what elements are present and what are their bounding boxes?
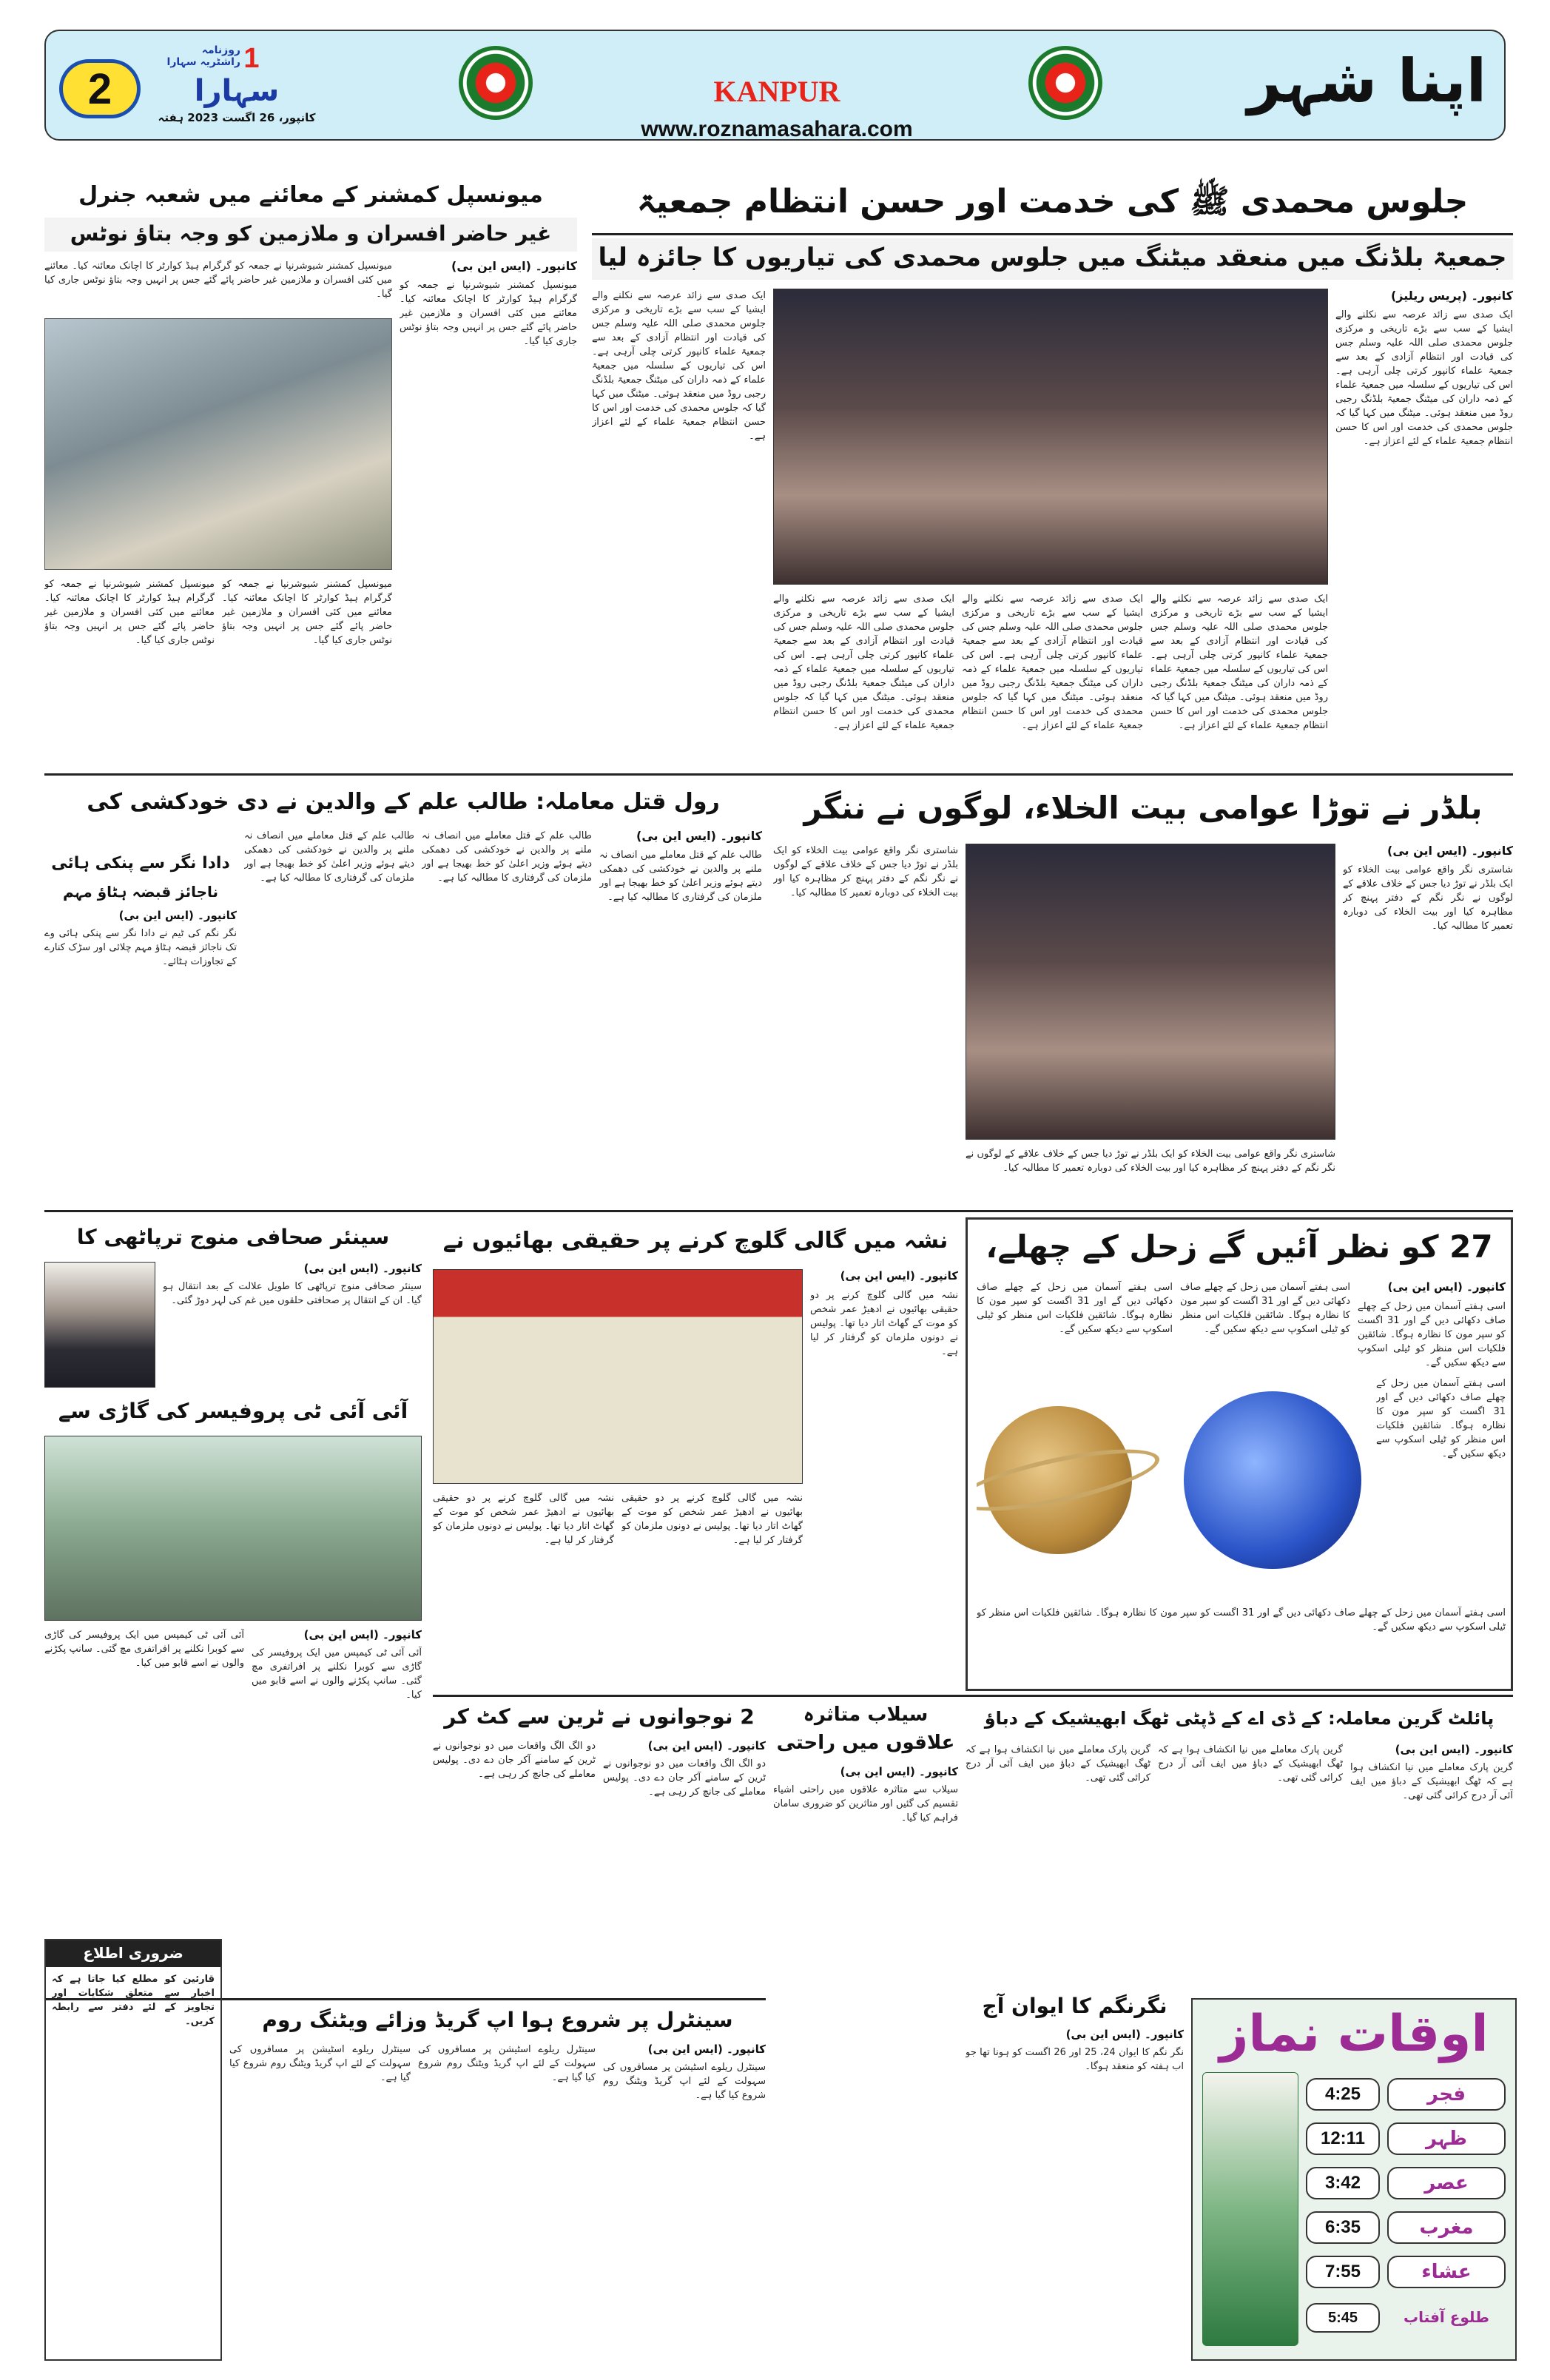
jaloos-body-col2: ایک صدی سے زائد عرصہ سے نکلنے والے ایشیا کے سب سے بڑے تاریخی و مرکزی جلوس محمدی صلی اللہ علیہ وسلم جس کی قیادت اور انتظام آزادی کے بعد سے جمعیۃ علماء کانپور کرتی چلی آرہی ہے۔ اس کی تیاریوں کے سلسلہ میں جمعیۃ علماء کے ذمہ داران کی میٹنگ جمعیۃ بلڈنگ رجبی روڈ میں منعقد ہوئی۔ میٹنگ میں کہا گیا کہ جلوس محمدی کی خدمت اور اس کا حسن انتظام جمعیۃ علماء کے لئے اعزاز ہے۔: [1150, 594, 1328, 731]
logo-number: 1: [243, 43, 260, 73]
builder-headline: بلڈر نے توڑا عوامی بیت الخلاء، لوگوں نے ننگر: [803, 790, 1483, 826]
divider: [44, 1210, 1513, 1212]
office-photo: [44, 318, 392, 570]
journalist-dateline: کانپور۔ (ایس این بی): [303, 1262, 422, 1275]
municipal-body-col2: میونسپل کمشنر شیوشرنپا نے جمعہ کو گرگرام ہیڈ کوارٹر کا اچانک معائنہ کیا۔ معائنے میں کئی افسران و ملازمین غیر حاضر پائے گئے جس پر انہیں وجہ بتاؤ نوٹس جاری کیا گیا۔: [222, 579, 392, 646]
saturn-body-col4: اسی ہفتے آسمان میں زحل کے چھلے صاف دکھائی دیں گے اور 31 اگست کو سپر مون کا نظارہ ہوگا۔ شائقین فلکیات اس منظر کو ٹیلی اسکوپ سے دیکھ سکیں گے۔: [1376, 1378, 1506, 1459]
zuhr-label: ظہر: [1387, 2122, 1506, 2155]
greenpark-body-col2: گرین پارک معاملے میں نیا انکشاف ہوا ہے کہ ٹھگ ابھیشیک کے دباؤ میں ایف آئی آر درج کرائی گئی تھی۔: [1158, 1744, 1343, 1784]
builder-body-col3: شاستری نگر واقع عوامی بیت الخلاء کو ایک بلڈر نے توڑ دیا جس کے خلاف علاقے کے لوگوں نے نگر نگم کے دفتر پہنچ کر مظاہرہ کیا اور بیت الخلاء کی دوبارہ تعمیر کا مطالبہ کیا۔: [773, 845, 958, 898]
asr-time: 3:42: [1306, 2167, 1380, 2199]
divider: [592, 233, 1513, 235]
divider: [44, 773, 1513, 776]
saturn-body: اسی ہفتے آسمان میں زحل کے چھلے صاف دکھائی دیں گے اور 31 اگست کو سپر مون کا نظارہ ہوگا۔ شائقین فلکیات اس منظر کو ٹیلی اسکوپ سے دیکھ سکیں گے۔: [1180, 1282, 1350, 1335]
student-body: طالب علم کے قتل معاملے میں انصاف نہ ملنے پر والدین نے خودکشی کی دھمکی دیتے ہوئے وزیر اعلیٰ کو خط بھیجا ہے اور ملزمان کی گرفتاری کا مطالبہ کیا ہے۔: [599, 850, 762, 903]
saturn-body-bottom: اسی ہفتے آسمان میں زحل کے چھلے صاف دکھائی دیں گے اور 31 اگست کو سپر مون کا نظارہ ہوگا۔ شائقین فلکیات اس منظر کو ٹیلی اسکوپ سے دیکھ سکیں گے۔: [977, 1607, 1506, 1633]
prayer-times-title: اوقات نماز: [1219, 2005, 1489, 2063]
iit-dateline: کانپور۔ (ایس این بی): [303, 1628, 422, 1641]
dadanagar-dateline: کانپور۔ (ایس این بی): [118, 909, 237, 922]
student-dateline: کانپور۔ (ایس این بی): [636, 829, 762, 843]
greenpark-headline: پائلٹ گرین معاملہ: کے ڈی اے کے ڈپٹی ٹھگ ابھیشیک کے دباؤ: [984, 1708, 1495, 1729]
section-title: اپنا شہر: [1247, 47, 1487, 115]
municipal-dateline: کانپور۔ (ایس این بی): [451, 259, 577, 273]
sunrise-time: 5:45: [1306, 2303, 1380, 2333]
page-number: 2: [59, 59, 141, 118]
journalist-body: سینئر صحافی منوج ترپاٹھی کا طویل علالت کے بعد انتقال ہو گیا۔ ان کے انتقال پر صحافتی حلقوں میں غم کی لہر دوڑ گئی۔: [163, 1281, 422, 1306]
train-body: دو الگ الگ واقعات میں دو نوجوانوں نے ٹرین کے سامنے آکر جان دے دی۔ پولیس معاملے کی جانچ کر رہی ہے۔: [603, 1758, 766, 1798]
greenpark-body-col3: گرین پارک معاملے میں نیا انکشاف ہوا ہے کہ ٹھگ ابھیشیک کے دباؤ میں ایف آئی آر درج کرائی گئی تھی۔: [966, 1744, 1150, 1784]
municipal-headline: میونسپل کمشنر کے معائنے میں شعبہ جنرل: [78, 182, 543, 208]
sunrise-label: طلوع آفتاب: [1404, 2308, 1489, 2326]
saturn-body-col3: اسی ہفتے آسمان میں زحل کے چھلے صاف دکھائی دیں گے اور 31 اگست کو سپر مون کا نظارہ ہوگا۔ شائقین فلکیات اس منظر کو ٹیلی اسکوپ سے دیکھ سکیں گے۔: [1358, 1301, 1506, 1368]
flood-dateline: کانپور۔ (ایس این بی): [840, 1765, 958, 1778]
central-body: سینٹرل ریلوے اسٹیشن پر مسافروں کی سہولت کے لئے اپ گریڈ ویٹنگ روم شروع کیا گیا ہے۔: [603, 2062, 766, 2101]
dadanagar-body: نگر نگم کی ٹیم نے دادا نگر سے پنکی ہائی وے تک ناجائز قبضہ ہٹاؤ مہم چلائی اور سڑک کنارے کے تجاوزات ہٹائے۔: [44, 928, 237, 967]
flood-body: سیلاب سے متاثرہ علاقوں میں راحتی اشیاء تقسیم کی گئیں اور متاثرین کو ضروری سامان فراہم کیا گیا۔: [773, 1784, 958, 1823]
central-headline: سینٹرل پر شروع ہوا اپ گریڈ وزائے ویٹنگ روم: [262, 2008, 733, 2032]
student-body-col3: طالب علم کے قتل معاملے میں انصاف نہ ملنے پر والدین نے خودکشی کی دھمکی دیتے ہوئے وزیر اعلیٰ کو خط بھیجا ہے اور ملزمان کی گرفتاری کا مطالبہ کیا ہے۔: [244, 830, 414, 884]
snake-photo: [44, 1436, 422, 1621]
journalist-portrait: [44, 1262, 155, 1388]
protest-photo: [966, 844, 1335, 1140]
date-line: کانپور، 26 اگست 2023 ہفتہ: [158, 111, 316, 124]
train-dateline: کانپور۔ (ایس این بی): [647, 1739, 766, 1752]
drugs-headline: نشہ میں گالی گلوچ کرنے پر حقیقی بھائیوں نے: [442, 1228, 948, 1254]
fajr-label: فجر: [1387, 2078, 1506, 2111]
maghrib-time: 6:35: [1306, 2211, 1380, 2244]
iit-body-col2: آئی آئی ٹی کیمپس میں ایک پروفیسر کی گاڑی سے کوبرا نکلنے پر افراتفری مچ گئی۔ سانپ پکڑنے والوں نے اسے قابو میں کیا۔: [44, 1630, 244, 1669]
builder-dateline: کانپور۔ (ایس این بی): [1387, 844, 1513, 858]
aiwan-dateline: کانپور۔ (ایس این بی): [1065, 2028, 1184, 2041]
iit-body: آئی آئی ٹی کیمپس میں ایک پروفیسر کی گاڑی سے کوبرا نکلنے پر افراتفری مچ گئی۔ سانپ پکڑنے والوں نے اسے قابو میں کیا۔: [252, 1647, 422, 1701]
zuhr-time: 12:11: [1306, 2122, 1380, 2155]
train-body-col2: دو الگ الگ واقعات میں دو نوجوانوں نے ٹرین کے سامنے آکر جان دے دی۔ پولیس معاملے کی جانچ کر رہی ہے۔: [433, 1741, 596, 1780]
mosque-icon: [1202, 2072, 1298, 2346]
journalist-headline: سینئر صحافی منوج ترپاٹھی کا: [76, 1225, 390, 1249]
meeting-photo: [773, 289, 1328, 585]
jaloos-body-col4: ایک صدی سے زائد عرصہ سے نکلنے والے ایشیا کے سب سے بڑے تاریخی و مرکزی جلوس محمدی صلی اللہ علیہ وسلم جس کی قیادت اور انتظام آزادی کے بعد سے جمعیۃ علماء کانپور کرتی چلی آرہی ہے۔ اس کی تیاریوں کے سلسلہ میں جمعیۃ علماء کے ذمہ داران کی میٹنگ جمعیۃ بلڈنگ رجبی روڈ میں منعقد ہوئی۔ میٹنگ میں کہا گیا کہ جلوس محمدی کی خدمت اور اس کا حسن انتظام جمعیۃ علماء کے لئے اعزاز ہے۔: [773, 594, 954, 731]
jaloos-body-col5: ایک صدی سے زائد عرصہ سے نکلنے والے ایشیا کے سب سے بڑے تاریخی و مرکزی جلوس محمدی صلی اللہ علیہ وسلم جس کی قیادت اور انتظام آزادی کے بعد سے جمعیۃ علماء کانپور کرتی چلی آرہی ہے۔ اس کی تیاریوں کے سلسلہ میں جمعیۃ علماء کے ذمہ داران کی میٹنگ جمعیۃ بلڈنگ رجبی روڈ میں منعقد ہوئی۔ میٹنگ میں کہا گیا کہ جلوس محمدی کی خدمت اور اس کا حسن انتظام جمعیۃ علماء کے لئے اعزاز ہے۔: [592, 290, 766, 442]
flood-headline: سیلاب متاثرہ علاقوں میں راحتی: [776, 1704, 955, 1754]
drugs-body: نشہ میں گالی گلوچ کرنے پر دو حقیقی بھائیوں نے ادھیڑ عمر شخص کو موت کے گھاٹ اتار دیا تھا۔ پولیس نے دونوں ملزمان کو گرفتار کر لیا ہے۔: [810, 1290, 958, 1357]
maghrib-label: مغرب: [1387, 2211, 1506, 2244]
drugs-dateline: کانپور۔ (ایس این بی): [840, 1269, 958, 1283]
greenpark-body: گرین پارک معاملے میں نیا انکشاف ہوا ہے کہ ٹھگ ابھیشیک کے دباؤ میں ایف آئی آر درج کرائی گئی تھی۔: [1350, 1762, 1513, 1801]
jaloos-subhead: جمعیۃ بلڈنگ میں منعقد میٹنگ میں جلوس محمدی کی تیاریوں کا جائزہ لیا: [592, 238, 1513, 280]
drugs-body-col2: نشہ میں گالی گلوچ کرنے پر دو حقیقی بھائیوں نے ادھیڑ عمر شخص کو موت کے گھاٹ اتار دیا تھا۔ پولیس نے دونوں ملزمان کو گرفتار کر لیا ہے۔: [621, 1493, 803, 1546]
police-photo: [433, 1269, 803, 1484]
saturn-headline: 27 کو نظر آئیں گے زحل کے چھلے،: [985, 1228, 1493, 1265]
student-body-col2: طالب علم کے قتل معاملے میں انصاف نہ ملنے پر والدین نے خودکشی کی دھمکی دیتے ہوئے وزیر اعلیٰ کو خط بھیجا ہے اور ملزمان کی گرفتاری کا مطالبہ کیا ہے۔: [422, 830, 592, 884]
jaloos-headline: جلوس محمدی ﷺ کی خدمت اور حسن انتظام جمعیۃ: [636, 183, 1469, 221]
iit-headline: آئی آئی ٹی پروفیسر کی گاڑی سے: [58, 1399, 408, 1423]
drugs-body-col3: نشہ میں گالی گلوچ کرنے پر دو حقیقی بھائیوں نے ادھیڑ عمر شخص کو موت کے گھاٹ اتار دیا تھا۔ پولیس نے دونوں ملزمان کو گرفتار کر لیا ہے۔: [433, 1493, 614, 1546]
divider: [433, 1695, 1513, 1697]
jaloos-body-col3: ایک صدی سے زائد عرصہ سے نکلنے والے ایشیا کے سب سے بڑے تاریخی و مرکزی جلوس محمدی صلی اللہ علیہ وسلم جس کی قیادت اور انتظام آزادی کے بعد سے جمعیۃ علماء کانپور کرتی چلی آرہی ہے۔ اس کی تیاریوں کے سلسلہ میں جمعیۃ علماء کے ذمہ داران کی میٹنگ جمعیۃ بلڈنگ رجبی روڈ میں منعقد ہوئی۔ میٹنگ میں کہا گیا کہ جلوس محمدی کی خدمت اور اس کا حسن انتظام جمعیۃ علماء کے لئے اعزاز ہے۔: [962, 594, 1143, 731]
municipal-body-top: میونسپل کمشنر شیوشرنپا نے جمعہ کو گرگرام ہیڈ کوارٹر کا اچانک معائنہ کیا۔ معائنے میں کئی افسران و ملازمین غیر حاضر پائے گئے جس پر انہیں وجہ بتاؤ نوٹس جاری کیا گیا۔: [44, 260, 392, 300]
notice-title: ضروری اطلاع: [46, 1940, 220, 1967]
logo-name: سہارا: [194, 74, 280, 108]
train-headline: 2 نوجوانوں نے ٹرین سے کٹ کر: [444, 1704, 755, 1729]
isha-label: عشاء: [1387, 2256, 1506, 2288]
municipal-subhead: غیر حاضر افسران و ملازمین کو وجہ بتاؤ نوٹس: [44, 218, 577, 252]
central-dateline: کانپور۔ (ایس این بی): [647, 2043, 766, 2056]
greenpark-dateline: کانپور۔ (ایس این بی): [1395, 1743, 1513, 1756]
municipal-body: میونسپل کمشنر شیوشرنپا نے جمعہ کو گرگرام ہیڈ کوارٹر کا اچانک معائنہ کیا۔ معائنے میں کئی افسران و ملازمین غیر حاضر پائے گئے جس پر انہیں وجہ بتاؤ نوٹس جاری کیا گیا۔: [400, 280, 577, 347]
central-body-col3: سینٹرل ریلوے اسٹیشن پر مسافروں کی سہولت کے لئے اپ گریڈ ویٹنگ روم شروع کیا گیا ہے۔: [229, 2044, 411, 2083]
jaloos-body: ایک صدی سے زائد عرصہ سے نکلنے والے ایشیا کے سب سے بڑے تاریخی و مرکزی جلوس محمدی صلی اللہ علیہ وسلم جس کی قیادت اور انتظام آزادی کے بعد سے جمعیۃ علماء کانپور کرتی چلی آرہی ہے۔ اس کی تیاریوں کے سلسلہ میں جمعیۃ علماء کے ذمہ داران کی میٹنگ جمعیۃ بلڈنگ رجبی روڈ میں منعقد ہوئی۔ میٹنگ میں کہا گیا کہ جلوس محمدی کی خدمت اور اس کا حسن انتظام جمعیۃ علماء کے لئے اعزاز ہے۔: [1335, 309, 1513, 447]
central-body-col2: سینٹرل ریلوے اسٹیشن پر مسافروں کی سہولت کے لئے اپ گریڈ ویٹنگ روم شروع کیا گیا ہے۔: [418, 2044, 596, 2083]
builder-body-col2: شاستری نگر واقع عوامی بیت الخلاء کو ایک بلڈر نے توڑ دیا جس کے خلاف علاقے کے لوگوں نے نگر نگم کے دفتر پہنچ کر مظاہرہ کیا اور بیت الخلاء کی دوبارہ تعمیر کا مطالبہ کیا۔: [966, 1149, 1335, 1174]
jaloos-dateline: کانپور۔ (پریس ریلیز): [1390, 289, 1513, 303]
isha-time: 7:55: [1306, 2256, 1380, 2288]
city-title: KANPUR: [713, 75, 840, 108]
super-moon-icon: [1184, 1391, 1361, 1569]
dadanagar-headline: دادا نگر سے پنکی ہائی: [51, 854, 230, 873]
student-headline: رول قتل معاملہ: طالب علم کے والدین نے دی خودکشی کی: [87, 789, 720, 815]
aiwan-body: نگر نگم کا ایوان 24، 25 اور 26 اگست کو ہونا تھا جو اب ہفتہ کو منعقد ہوگا۔: [966, 2047, 1184, 2072]
paper-name: روزنامہ راشٹریہ سہارا: [166, 44, 240, 68]
sun-emblem-right-icon: [1028, 46, 1102, 120]
notice-body: قارئین کو مطلع کیا جاتا ہے کہ اخبار سے متعلق شکایات اور تجاویز کے لئے دفتر سے رابطہ کریں۔: [52, 1974, 215, 2027]
website-link[interactable]: www.roznamasahara.com: [641, 117, 913, 141]
asr-label: عصر: [1387, 2167, 1506, 2199]
planet-image: [977, 1376, 1369, 1599]
fajr-time: 4:25: [1306, 2078, 1380, 2111]
builder-body: شاستری نگر واقع عوامی بیت الخلاء کو ایک بلڈر نے توڑ دیا جس کے خلاف علاقے کے لوگوں نے نگر نگم کے دفتر پہنچ کر مظاہرہ کیا اور بیت الخلاء کی دوبارہ تعمیر کا مطالبہ کیا۔: [1343, 864, 1513, 932]
saturn-dateline: کانپور۔ (ایس این بی): [1387, 1280, 1506, 1294]
saturn-body-col2: اسی ہفتے آسمان میں زحل کے چھلے صاف دکھائی دیں گے اور 31 اگست کو سپر مون کا نظارہ ہوگا۔ شائقین فلکیات اس منظر کو ٹیلی اسکوپ سے دیکھ سکیں گے۔: [977, 1282, 1173, 1335]
aiwan-headline: نگرنگم کا ایوان آج: [982, 1994, 1167, 2018]
municipal-body-col3: میونسپل کمشنر شیوشرنپا نے جمعہ کو گرگرام ہیڈ کوارٹر کا اچانک معائنہ کیا۔ معائنے میں کئی افسران و ملازمین غیر حاضر پائے گئے جس پر انہیں وجہ بتاؤ نوٹس جاری کیا گیا۔: [44, 579, 215, 646]
dadanagar-subhead: ناجائز قبضہ ہٹاؤ مہم: [62, 883, 219, 901]
sun-emblem-left-icon: [459, 46, 533, 120]
